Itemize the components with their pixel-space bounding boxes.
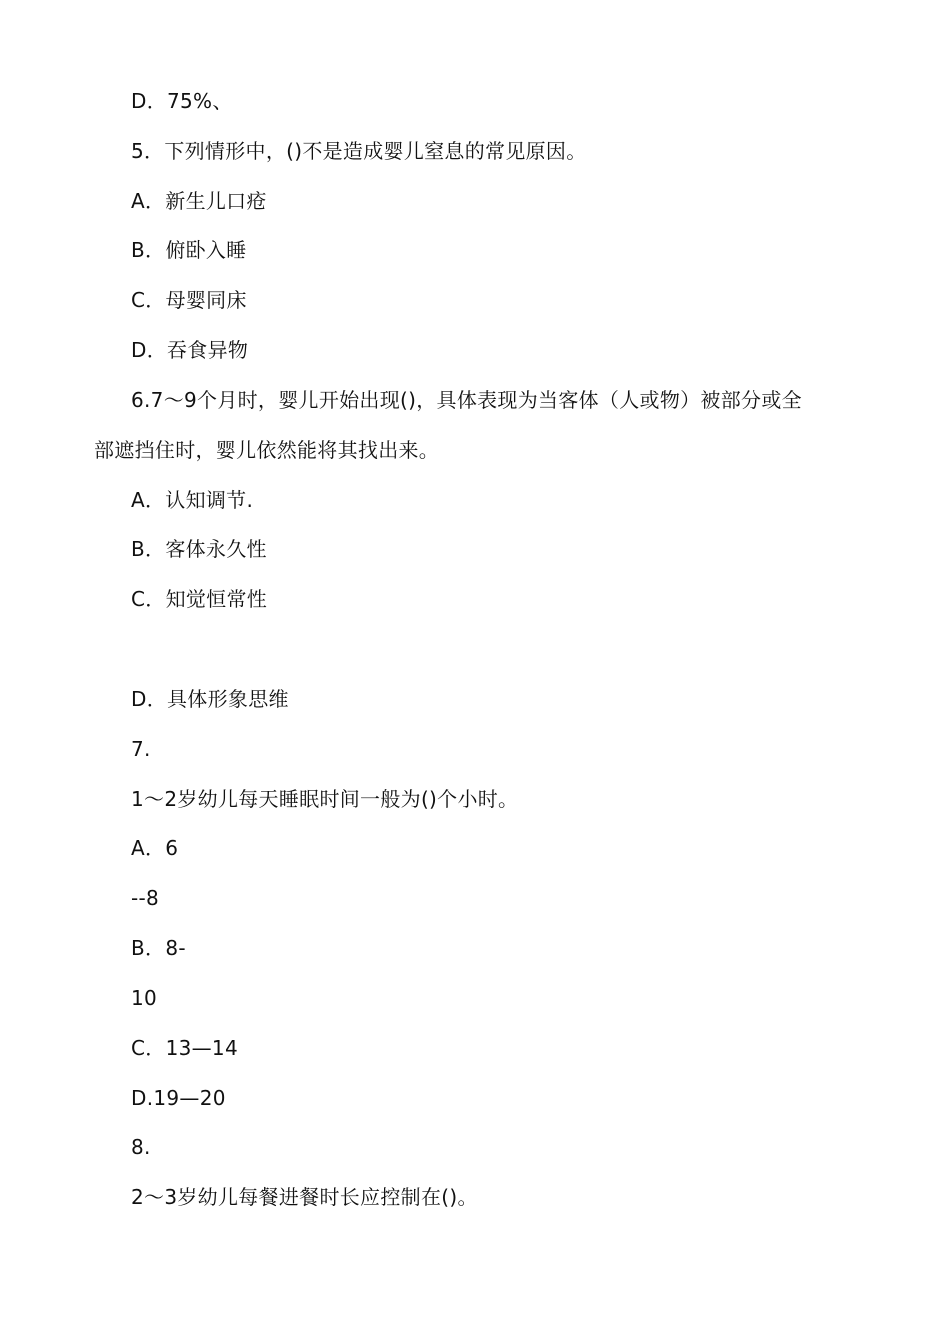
question-7: 1～2岁幼儿每天睡眠时间一般为()个小时。 [131,787,519,811]
option-d-q4: D．75%、 [131,89,233,113]
question-7-number: 7. [131,737,151,761]
option-b-q7: B．8- [131,936,186,960]
question-6-line-2: 部遮挡住时，婴儿依然能将其找出来。 [94,438,440,462]
option-b-q7-cont: 10 [131,986,158,1010]
option-c-q7: C．13—14 [131,1036,238,1060]
option-c-q6: C．知觉恒常性 [131,587,268,611]
option-d-q7: D.19—20 [131,1086,226,1110]
option-b-q5: B．俯卧入睡 [131,238,247,262]
option-a-q7: A．6 [131,836,179,860]
option-d-q6: D．具体形象思维 [131,687,289,711]
option-c-q5: C．母婴同床 [131,288,247,312]
question-5: 5．下列情形中，()不是造成婴儿窒息的常见原因。 [131,139,587,163]
question-6-line-1: 6.7～9个月时，婴儿开始出现()，具体表现为当客体（人或物）被部分或全 [131,388,802,412]
option-a-q6: A．认知调节. [131,488,254,512]
question-8: 2～3岁幼儿每餐进餐时长应控制在()。 [131,1185,478,1209]
option-a-q7-cont: --8 [131,886,160,910]
option-a-q5: A．新生儿口疮 [131,189,267,213]
option-d-q5: D．吞食异物 [131,338,249,362]
option-b-q6: B．客体永久性 [131,537,267,561]
question-8-number: 8. [131,1135,151,1159]
